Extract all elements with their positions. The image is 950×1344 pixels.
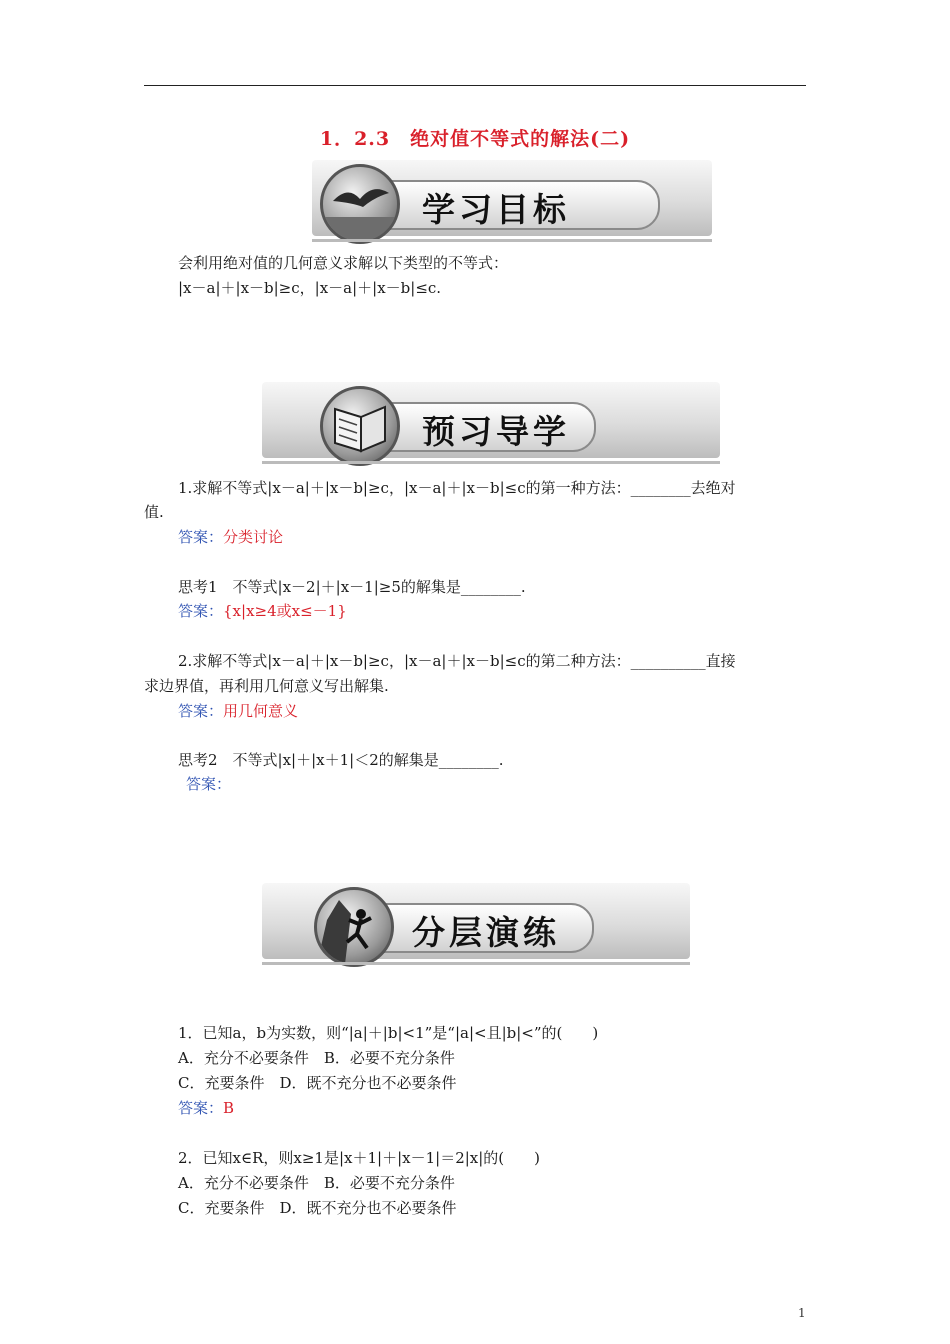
answer-text: B: [223, 1099, 235, 1117]
preview-think-1-answer: [178, 601, 347, 621]
climber-icon: [314, 887, 394, 967]
preview-q1-line-2: 值.: [144, 503, 164, 521]
preview-q2-answer: [178, 701, 298, 721]
preview-think-2-answer: [186, 774, 231, 794]
practice-q1-option-line-1: A．充分不必要条件 B．必要不充分条件: [178, 1049, 455, 1067]
banner-objectives-label: 学习目标: [422, 190, 570, 229]
preview-think-2: 思考2 不等式|x|＋|x＋1|＜2的解集是________.: [178, 751, 504, 769]
practice-q1-stem: 1．已知a，b为实数，则“|a|＋|b|<1”是“|a|<且|b|<”的( ): [178, 1024, 599, 1042]
practice-q1-option-line-2: C．充要条件 D．既不充分也不必要条件: [178, 1074, 457, 1092]
objectives-line-2: |x－a|＋|x－b|≥c，|x－a|＋|x－b|≤c.: [178, 279, 442, 297]
preview-q2-line-2: 求边界值，再利用几何意义写出解集.: [144, 677, 389, 695]
banner-preview: [262, 372, 720, 464]
practice-q2-option-line-2: C．充要条件 D．既不充分也不必要条件: [178, 1199, 457, 1217]
answer-label: 答案：: [178, 528, 224, 546]
objectives-line-1: 会利用绝对值的几何意义求解以下类型的不等式：: [178, 254, 509, 272]
answer-text: 分类讨论: [223, 528, 284, 546]
preview-q1-line-1: 1.求解不等式|x－a|＋|x－b|≥c，|x－a|＋|x－b|≤c的第一种方法：________去绝对: [178, 479, 736, 497]
page-number: 1: [798, 1306, 806, 1320]
answer-text: 用几何意义: [223, 702, 299, 720]
answer-label: 答案：: [178, 702, 224, 720]
bird-icon: [320, 164, 400, 244]
practice-q2-option-line-1: A．充分不必要条件 B．必要不充分条件: [178, 1174, 455, 1192]
banner-practice: [262, 873, 690, 965]
banner-practice-label: 分层演练: [412, 913, 560, 952]
book-icon: [320, 386, 400, 466]
practice-q2-stem: 2．已知x∈R，则x≥1是|x＋1|＋|x－1|＝2|x|的( ): [178, 1149, 541, 1167]
banner-objectives: [312, 150, 712, 242]
banner-preview-label: 预习导学: [422, 412, 570, 451]
header-rule: [144, 85, 806, 86]
practice-q1-answer: [178, 1098, 234, 1118]
answer-label: 答案：: [178, 602, 224, 620]
preview-q2-line-1: 2.求解不等式|x－a|＋|x－b|≥c，|x－a|＋|x－b|≤c的第二种方法：__________直接: [178, 652, 736, 670]
answer-label: 答案：: [178, 1099, 224, 1117]
preview-q1-answer: [178, 527, 283, 547]
preview-think-1: 思考1 不等式|x－2|＋|x－1|≥5的解集是________.: [178, 578, 526, 596]
answer-label: 答案：: [186, 775, 232, 793]
page-title: 1．2.3 绝对值不等式的解法(二): [319, 128, 631, 150]
answer-text: {x|x≥4或x≤－1}: [223, 602, 347, 620]
